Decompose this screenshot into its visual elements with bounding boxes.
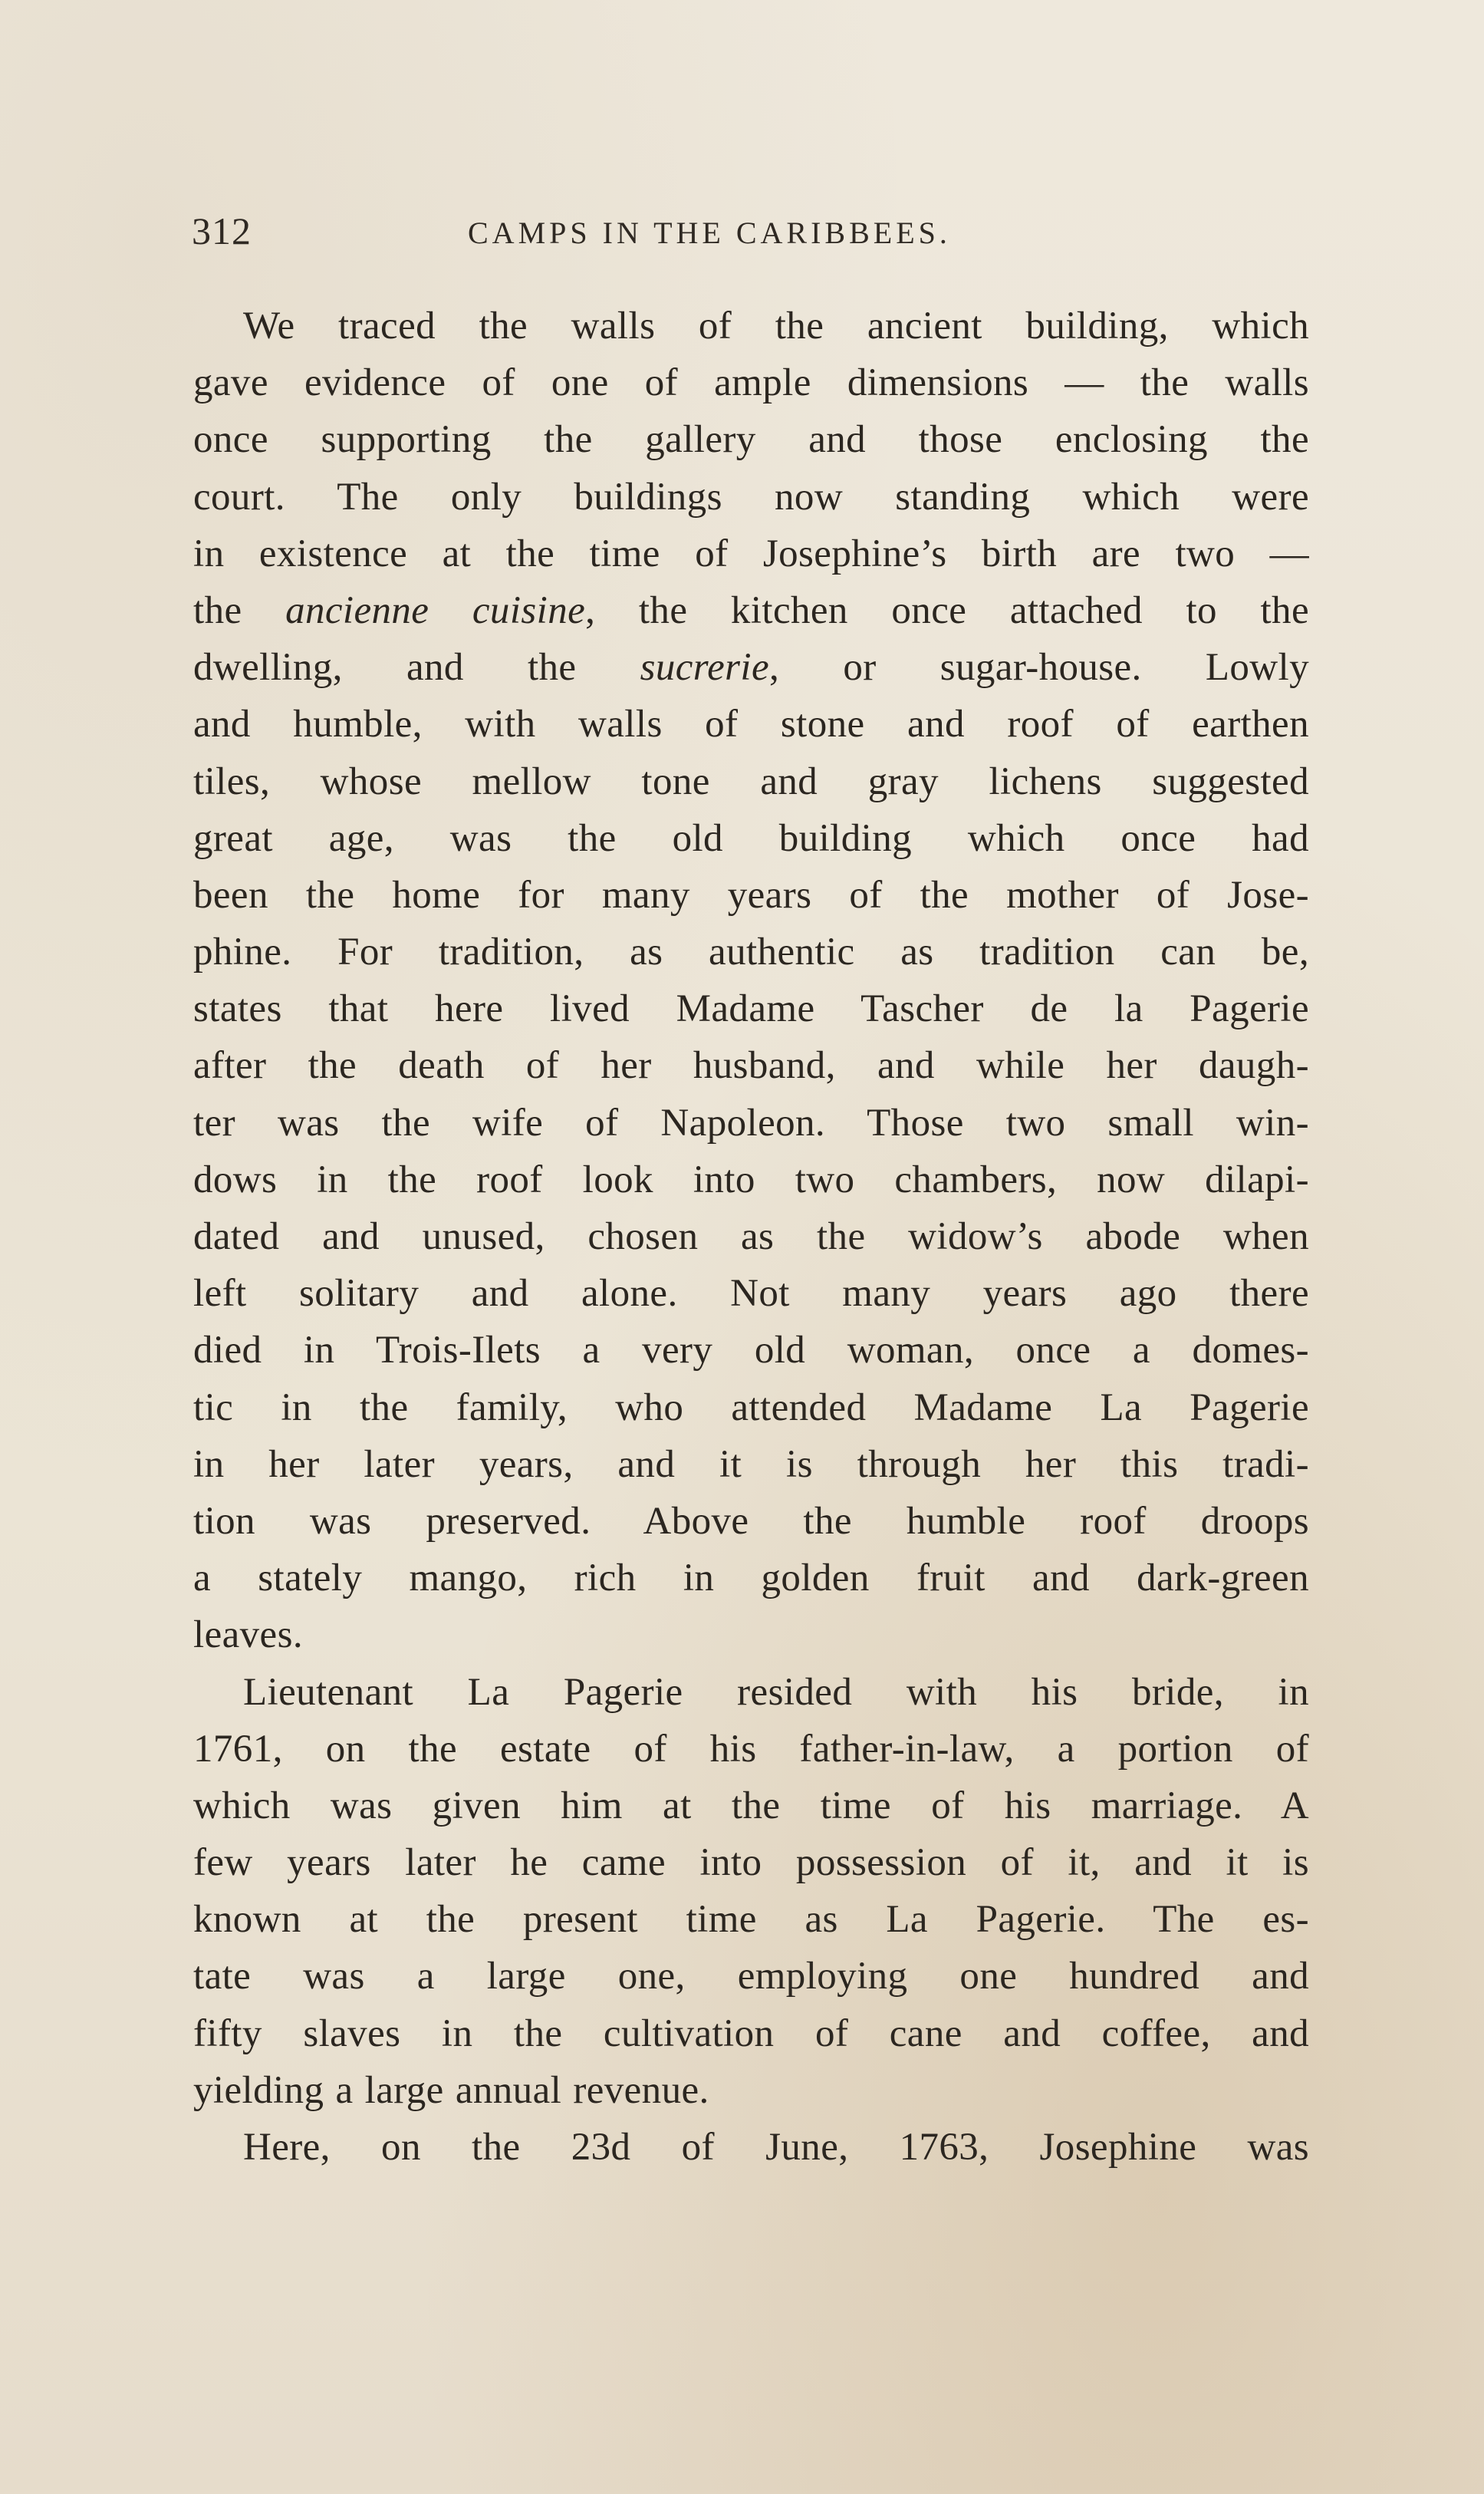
text-line: tic in the family, who attended Madame La Pagerie (193, 1385, 1309, 1429)
paragraph (193, 1664, 1309, 2120)
text-line: court. The only buildings now standing which were (193, 475, 1309, 519)
text-line: after the death of her husband, and while her daugh- (193, 1044, 1309, 1088)
text-line: phine. For tradition, as authentic as tradition can be, (193, 931, 1309, 974)
text-line: few years later he came into possession of it, and it is (193, 1841, 1309, 1885)
text-line: Here, on the 23d of June, 1763, Josephine was (243, 2126, 1309, 2169)
page-number: 312 (192, 209, 252, 252)
text-segment: dwelling, and the (193, 646, 640, 690)
text-line: tiles, whose mellow tone and gray lichens suggested (193, 759, 1309, 803)
paragraph (193, 298, 1309, 1664)
text-line: 1761, on the estate of his father-in-law, a portion of (193, 1727, 1309, 1771)
text-line: in her later years, and it is through her this tradi- (193, 1442, 1309, 1486)
italic-term: sucrerie (640, 646, 770, 690)
text-line: been the home for many years of the mother of Jose- (193, 873, 1309, 917)
paragraph (193, 2119, 1309, 2176)
text-line: tate was a large one, employing one hundred and (193, 1955, 1309, 1998)
text-line: fifty slaves in the cultivation of cane and coffee, and (193, 2011, 1309, 2055)
text-line: yielding a large annual revenue. (193, 2068, 709, 2112)
text-line: once supporting the gallery and those enclosing the (193, 418, 1309, 462)
text-line: dows in the roof look into two chambers, now dilapi- (193, 1158, 1309, 1201)
text-line: great age, was the old building which once had (193, 816, 1309, 860)
running-head (192, 209, 1311, 270)
body-text (193, 298, 1309, 2176)
text-segment: , or sugar-house. Lowly (769, 646, 1309, 690)
text-line: Lieutenant La Pagerie resided with his bride, in (243, 1670, 1309, 1714)
text-line: which was given him at the time of his marriage. A (193, 1784, 1309, 1827)
text-line: died in Trois-Ilets a very old woman, once a domes- (193, 1329, 1309, 1372)
running-title: CAMPS IN THE CARIBBEES. (468, 216, 951, 250)
text-line: leaves. (193, 1613, 303, 1657)
text-segment: , the kitchen once attached to the (585, 588, 1309, 632)
text-line: a stately mango, rich in golden fruit and dark-green (193, 1557, 1309, 1600)
text-line: dated and unused, chosen as the widow’s abode when (193, 1215, 1309, 1258)
italic-term: ancienne cuisine (285, 588, 586, 632)
text-line (193, 582, 1309, 639)
text-line: gave evidence of one of ample dimensions — the walls (193, 361, 1309, 405)
text-line: ter was the wife of Napoleon. Those two small win- (193, 1101, 1309, 1145)
text-line (193, 639, 1309, 696)
text-line: and humble, with walls of stone and roof of earthen (193, 703, 1309, 746)
text-line: known at the present time as La Pagerie. The es- (193, 1898, 1309, 1942)
text-segment: the (193, 588, 286, 632)
text-line: We traced the walls of the ancient building, which (243, 305, 1309, 348)
text-line: in existence at the time of Josephine’s birth are two — (193, 532, 1309, 575)
text-line: left solitary and alone. Not many years ago there (193, 1272, 1309, 1316)
text-line: states that here lived Madame Tascher de la Pagerie (193, 987, 1309, 1031)
text-line: tion was preserved. Above the humble roof droops (193, 1499, 1309, 1543)
